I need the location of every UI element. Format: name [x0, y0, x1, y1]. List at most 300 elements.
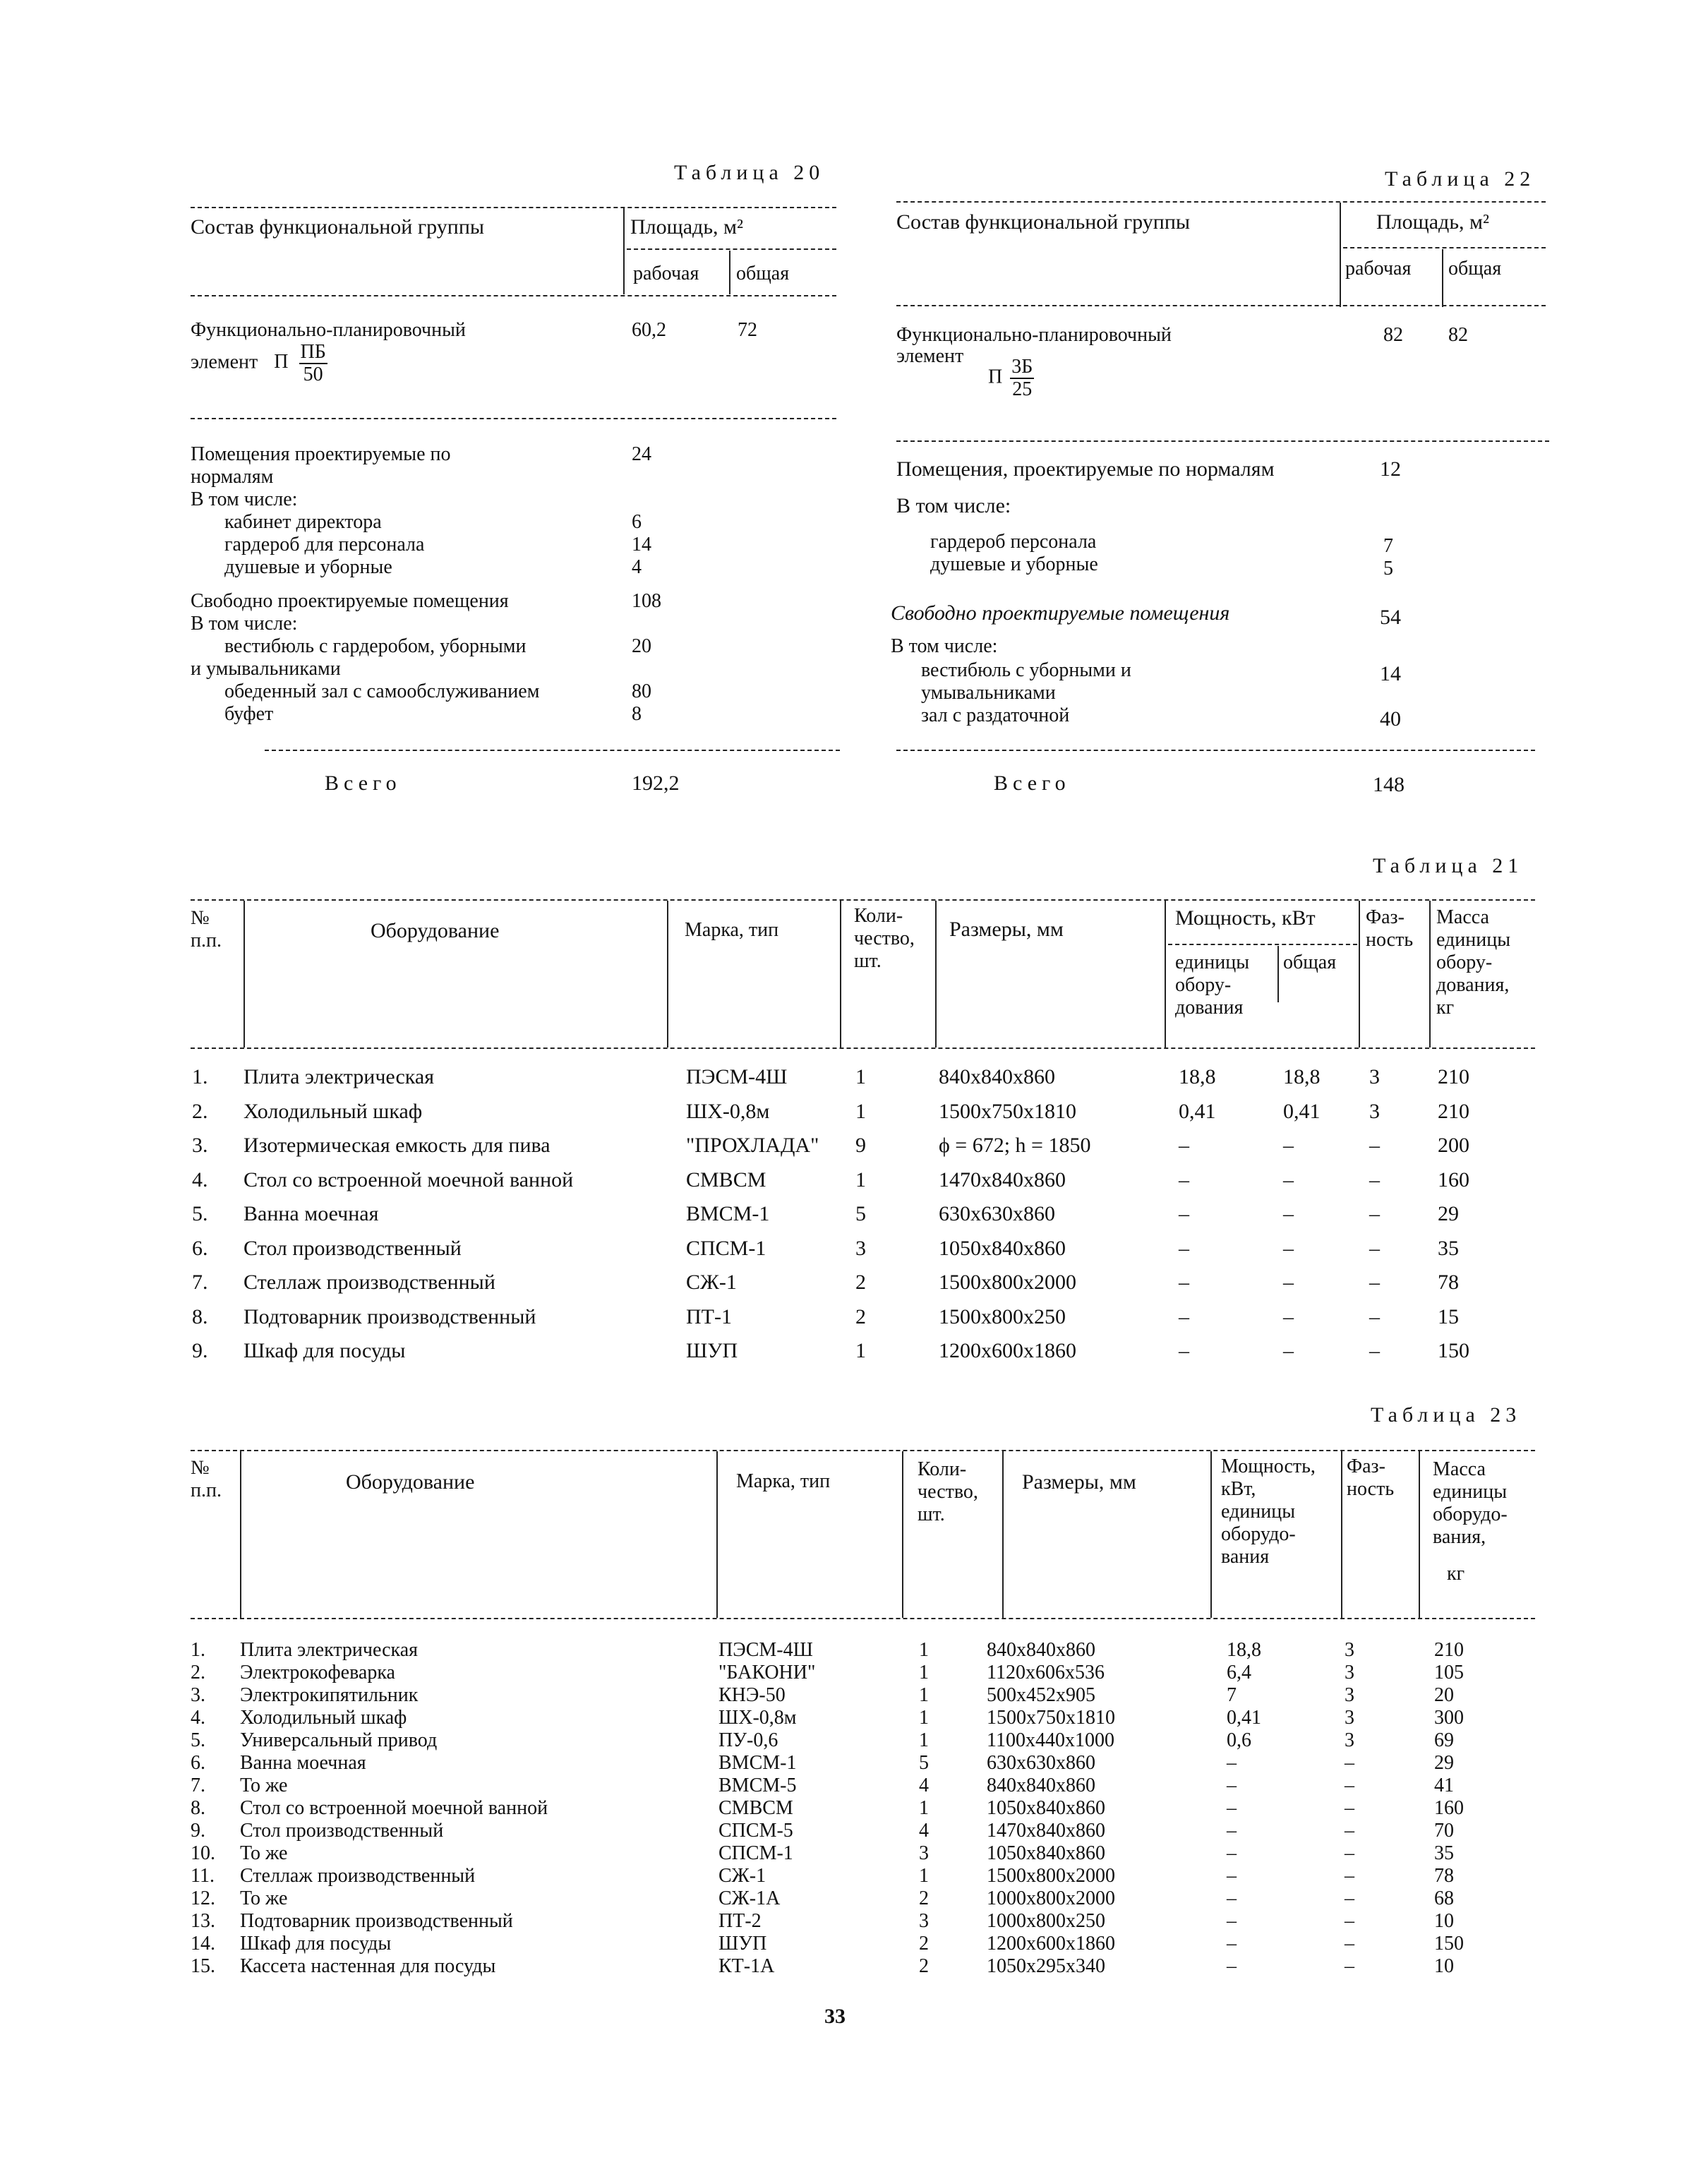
row-label: обеденный зал с самообслуживанием — [224, 680, 540, 702]
column-header: рабочая — [633, 263, 699, 284]
cell-power: – — [1227, 1910, 1237, 1932]
divider — [667, 901, 668, 1048]
cell-size: 500x452x905 — [987, 1684, 1095, 1706]
table-row — [0, 1232, 1708, 1266]
cell-power: – — [1227, 1775, 1237, 1796]
table-row — [0, 1684, 1708, 1707]
cell-size: 1500x800x2000 — [987, 1865, 1115, 1887]
cell-quantity: 1 — [855, 1339, 866, 1362]
row-label: умывальниками — [921, 682, 1056, 704]
cell-power-total: 18,8 — [1283, 1065, 1321, 1088]
column-header: Коли- — [854, 905, 903, 927]
row-label: Свободно проектируемые помещения — [191, 590, 509, 612]
cell-equipment: То же — [240, 1887, 288, 1909]
cell-brand: ПЭСМ-4Ш — [718, 1639, 813, 1661]
cell-brand: СПСМ-5 — [718, 1820, 793, 1842]
table-row — [0, 1300, 1708, 1334]
value: 82 — [1383, 324, 1403, 346]
cell-phase: – — [1345, 1955, 1354, 1977]
cell-mass: 200 — [1438, 1134, 1469, 1157]
cell-quantity: 4 — [919, 1775, 929, 1796]
column-header: обору- — [1175, 974, 1232, 996]
value: 20 — [632, 635, 651, 657]
cell-equipment: Универсальный привод — [240, 1729, 438, 1751]
cell-phase: – — [1345, 1752, 1354, 1774]
cell-mass: 160 — [1438, 1167, 1469, 1191]
cell-size: 1500x800x250 — [939, 1304, 1066, 1328]
cell-power: – — [1227, 1887, 1237, 1909]
row-label: В том числе: — [191, 488, 298, 510]
cell-equipment: Ванна моечная — [240, 1752, 366, 1774]
table-row — [0, 1955, 1708, 1978]
cell-size: 630x630x860 — [987, 1752, 1095, 1774]
column-header: обору- — [1436, 952, 1493, 973]
column-header: Мощность, кВт — [1175, 906, 1316, 930]
cell-mass: 15 — [1438, 1304, 1459, 1328]
column-header: кг — [1436, 997, 1455, 1019]
column-header: единицы — [1436, 929, 1511, 951]
cell-mass: 69 — [1434, 1729, 1454, 1751]
cell-brand: ВМСМ-5 — [718, 1775, 797, 1796]
cell-number: 14. — [191, 1933, 215, 1955]
cell-power: 6,4 — [1227, 1662, 1251, 1683]
row-label: кабинет директора — [224, 511, 382, 533]
cell-equipment: Подтоварник производственный — [240, 1910, 513, 1932]
column-header: Размеры, мм — [1022, 1470, 1136, 1494]
column-header: общая — [736, 263, 790, 284]
cell-brand: СМВСМ — [718, 1797, 793, 1819]
row-label: буфет — [224, 703, 274, 725]
cell-size: 1000x800x2000 — [987, 1887, 1115, 1909]
divider — [243, 901, 245, 1048]
row-label: В том числе: — [191, 613, 298, 635]
table-caption: Таблица 23 — [1371, 1403, 1522, 1427]
divider — [896, 305, 1546, 306]
row-label: зал с раздаточной — [921, 704, 1070, 726]
cell-power-unit: – — [1179, 1271, 1189, 1294]
cell-size: 1050x840x860 — [987, 1797, 1105, 1819]
cell-quantity: 1 — [919, 1662, 929, 1683]
cell-quantity: 2 — [855, 1271, 866, 1294]
row-label — [988, 356, 1034, 400]
cell-power-unit: – — [1179, 1134, 1189, 1157]
divider — [896, 750, 1535, 751]
value: 7 — [1383, 535, 1393, 557]
cell-phase: – — [1345, 1887, 1354, 1909]
column-header: ность — [1366, 929, 1414, 951]
cell-brand: ПТ-2 — [718, 1910, 762, 1932]
cell-quantity: 2 — [919, 1955, 929, 1977]
value: 54 — [1380, 606, 1401, 629]
cell-brand: ШУП — [718, 1933, 767, 1955]
divider — [896, 440, 1549, 442]
column-header: кг — [1447, 1563, 1465, 1585]
cell-mass: 105 — [1434, 1662, 1464, 1683]
table-row — [0, 1910, 1708, 1933]
cell-equipment: Стол производственный — [240, 1820, 444, 1842]
plan-element-fraction — [1010, 356, 1034, 400]
cell-brand: ШУП — [686, 1339, 738, 1362]
column-header: оборудо- — [1221, 1523, 1296, 1545]
cell-phase: – — [1345, 1797, 1354, 1819]
divider — [1002, 1451, 1004, 1618]
cell-number: 2. — [191, 1662, 205, 1683]
value: 108 — [632, 590, 661, 612]
cell-mass: 210 — [1438, 1099, 1469, 1123]
cell-mass: 35 — [1434, 1842, 1454, 1864]
cell-power: – — [1227, 1797, 1237, 1819]
cell-phase: – — [1369, 1167, 1380, 1191]
value: 4 — [632, 556, 642, 578]
table-row — [0, 1820, 1708, 1842]
cell-equipment: Стеллаж производственный — [240, 1865, 476, 1887]
cell-power-total: – — [1283, 1236, 1294, 1260]
cell-quantity: 1 — [919, 1684, 929, 1706]
column-header: кВт, — [1221, 1478, 1256, 1500]
cell-number: 2. — [192, 1099, 208, 1123]
table-row — [0, 1334, 1708, 1368]
column-header: ность — [1347, 1478, 1395, 1500]
cell-mass: 210 — [1438, 1065, 1469, 1088]
cell-brand: СЖ-1 — [718, 1865, 766, 1887]
divider — [240, 1451, 241, 1618]
cell-size: 840x840x860 — [939, 1065, 1055, 1088]
cell-phase: – — [1345, 1865, 1354, 1887]
cell-quantity: 1 — [919, 1865, 929, 1887]
column-header: единицы — [1175, 952, 1250, 973]
cell-brand: СПСМ-1 — [718, 1842, 793, 1864]
cell-quantity: 1 — [919, 1797, 929, 1819]
cell-number: 7. — [191, 1775, 205, 1796]
value: 5 — [1383, 558, 1393, 580]
cell-equipment: Плита электрическая — [240, 1639, 419, 1661]
cell-mass: 68 — [1434, 1887, 1454, 1909]
value: 24 — [632, 443, 651, 465]
column-header: Состав функциональной группы — [191, 215, 485, 239]
cell-equipment: То же — [240, 1775, 288, 1796]
cell-mass: 10 — [1434, 1955, 1454, 1977]
divider — [1340, 203, 1341, 307]
cell-phase: – — [1345, 1842, 1354, 1864]
divider — [1429, 901, 1431, 1048]
total-value: 148 — [1373, 773, 1405, 796]
table-row — [0, 1865, 1708, 1887]
cell-brand: "БАКОНИ" — [718, 1662, 816, 1683]
cell-phase: – — [1345, 1910, 1354, 1932]
fraction-numerator: 3Б — [1011, 356, 1033, 378]
column-header: Марка, тип — [736, 1470, 831, 1492]
table-row — [0, 1060, 1708, 1094]
row-label: душевые и уборные — [930, 553, 1098, 575]
cell-quantity: 2 — [919, 1933, 929, 1955]
column-header: вания, — [1433, 1526, 1486, 1548]
cell-power: – — [1227, 1955, 1237, 1977]
table-row — [0, 1129, 1708, 1163]
cell-power-total: – — [1283, 1167, 1294, 1191]
value: 12 — [1380, 457, 1401, 481]
cell-brand: СЖ-1А — [718, 1887, 781, 1909]
divider — [627, 248, 836, 250]
cell-power: – — [1227, 1752, 1237, 1774]
total-value: 192,2 — [632, 772, 680, 795]
value: 14 — [1380, 662, 1401, 685]
column-header: Марка, тип — [685, 919, 779, 941]
cell-phase: 3 — [1345, 1684, 1354, 1706]
cell-equipment: Стол со встроенной моечной ванной — [243, 1167, 574, 1191]
cell-equipment: Холодильный шкаф — [240, 1707, 407, 1729]
total-label: Всего — [325, 772, 402, 795]
fraction-denominator: 50 — [303, 364, 323, 385]
table-row — [0, 1662, 1708, 1684]
cell-size: 1000x800x250 — [987, 1910, 1105, 1932]
column-header: п.п. — [191, 930, 222, 952]
cell-brand: СПСМ-1 — [686, 1236, 766, 1260]
column-header: Мощность, — [1221, 1455, 1316, 1477]
row-label-text: элемент — [896, 345, 964, 367]
cell-mass: 20 — [1434, 1684, 1454, 1706]
cell-power: 0,41 — [1227, 1707, 1261, 1729]
column-header: чество, — [918, 1481, 978, 1503]
cell-quantity: 3 — [919, 1842, 929, 1864]
table-caption: Таблица 20 — [674, 161, 825, 184]
divider — [265, 750, 840, 751]
cell-quantity: 1 — [855, 1167, 866, 1191]
cell-equipment: Стол со встроенной моечной ванной — [240, 1797, 548, 1819]
column-header: Размеры, мм — [949, 918, 1064, 941]
cell-quantity: 1 — [919, 1639, 929, 1661]
cell-power-unit: – — [1179, 1167, 1189, 1191]
cell-number: 8. — [192, 1304, 208, 1328]
cell-number: 4. — [192, 1167, 208, 1191]
cell-equipment: То же — [240, 1842, 288, 1864]
table-row — [0, 1639, 1708, 1662]
cell-power-unit: – — [1179, 1304, 1189, 1328]
column-header: дования, — [1436, 974, 1510, 996]
column-header: шт. — [854, 950, 882, 972]
cell-mass: 78 — [1438, 1271, 1459, 1294]
cell-equipment: Кассета настенная для посуды — [240, 1955, 496, 1977]
cell-equipment: Электрокипятильник — [240, 1684, 419, 1706]
cell-number: 6. — [191, 1752, 205, 1774]
row-label: вестибюль с гардеробом, уборными — [224, 635, 527, 657]
table-row — [0, 1775, 1708, 1797]
table-row — [0, 1729, 1708, 1752]
column-header: № — [191, 1457, 210, 1479]
table-row — [0, 1707, 1708, 1729]
cell-phase: 3 — [1369, 1099, 1380, 1123]
cell-quantity: 4 — [919, 1820, 929, 1842]
cell-size: 840x840x860 — [987, 1639, 1095, 1661]
divider — [1341, 1451, 1342, 1618]
cell-number: 3. — [191, 1684, 205, 1706]
cell-size: 1100x440x1000 — [987, 1729, 1114, 1751]
divider — [1359, 901, 1360, 1048]
column-header: Фаз- — [1366, 906, 1405, 928]
column-header: оборудо- — [1433, 1503, 1508, 1525]
fraction-numerator: ПБ — [300, 341, 326, 363]
row-label: гардероб для персонала — [224, 534, 425, 556]
cell-size: 840x840x860 — [987, 1775, 1095, 1796]
column-header: единицы — [1221, 1501, 1296, 1523]
cell-equipment: Подтоварник производственный — [243, 1304, 536, 1328]
cell-quantity: 1 — [919, 1707, 929, 1729]
cell-equipment: Стеллаж производственный — [243, 1271, 495, 1294]
plan-element-fraction — [299, 342, 327, 385]
cell-size: 1050x295x340 — [987, 1955, 1105, 1977]
cell-size: 1120x606x536 — [987, 1662, 1105, 1683]
cell-mass: 78 — [1434, 1865, 1454, 1887]
column-header: общая — [1283, 952, 1337, 973]
cell-equipment: Ванна моечная — [243, 1202, 379, 1225]
cell-equipment: Стол производственный — [243, 1236, 462, 1260]
cell-brand: СМВСМ — [686, 1167, 766, 1191]
row-label-text: элемент — [191, 351, 258, 373]
table-row — [0, 1163, 1708, 1197]
column-header: п.п. — [191, 1479, 222, 1501]
row-label: В том числе: — [896, 494, 1011, 517]
cell-power: 0,6 — [1227, 1729, 1251, 1751]
cell-brand: СЖ-1 — [686, 1271, 737, 1294]
cell-power: – — [1227, 1842, 1237, 1864]
cell-number: 7. — [192, 1271, 208, 1294]
cell-mass: 300 — [1434, 1707, 1464, 1729]
cell-quantity: 1 — [919, 1729, 929, 1751]
cell-number: 5. — [191, 1729, 205, 1751]
column-header: общая — [1448, 258, 1502, 280]
row-label — [191, 342, 327, 385]
cell-brand: КТ-1А — [718, 1955, 775, 1977]
cell-power-total: – — [1283, 1202, 1294, 1225]
cell-power: – — [1227, 1865, 1237, 1887]
cell-phase: 3 — [1369, 1065, 1380, 1088]
cell-number: 9. — [191, 1820, 205, 1842]
cell-quantity: 2 — [919, 1887, 929, 1909]
cell-number: 3. — [192, 1134, 208, 1157]
cell-phase: – — [1369, 1271, 1380, 1294]
divider — [191, 1618, 1535, 1619]
value: 14 — [632, 534, 651, 556]
value: 8 — [632, 703, 642, 725]
divider — [716, 1451, 718, 1618]
cell-phase: 3 — [1345, 1639, 1354, 1661]
cell-size: 1200x600x1860 — [987, 1933, 1115, 1955]
cell-quantity: 1 — [855, 1065, 866, 1088]
cell-size: 1200x600x1860 — [939, 1339, 1076, 1362]
table-row — [0, 1933, 1708, 1955]
value: 80 — [632, 680, 651, 702]
cell-size: 1500x750x1810 — [987, 1707, 1115, 1729]
column-header: Масса — [1433, 1458, 1486, 1480]
cell-number: 11. — [191, 1865, 215, 1887]
cell-equipment: Шкаф для посуды — [240, 1933, 392, 1955]
cell-power-total: – — [1283, 1271, 1294, 1294]
column-header: Площадь, м² — [630, 215, 743, 239]
cell-size: 630x630x860 — [939, 1202, 1055, 1225]
divider — [191, 1048, 1535, 1049]
cell-number: 5. — [192, 1202, 208, 1225]
column-header: дования — [1175, 997, 1244, 1019]
row-label: и умывальниками — [191, 658, 341, 680]
divider — [1343, 247, 1546, 248]
cell-size: 1470x840x860 — [939, 1167, 1066, 1191]
cell-brand: КНЭ-50 — [718, 1684, 786, 1706]
divider — [191, 418, 836, 419]
divider — [191, 207, 836, 208]
cell-equipment: Электрокофеварка — [240, 1662, 395, 1683]
cell-size: ϕ = 672; h = 1850 — [939, 1134, 1091, 1157]
cell-quantity: 5 — [855, 1202, 866, 1225]
divider — [1419, 1451, 1420, 1618]
cell-power-total: – — [1283, 1339, 1294, 1362]
divider — [902, 1451, 903, 1618]
divider — [623, 208, 625, 294]
cell-power: – — [1227, 1933, 1237, 1955]
cell-power: – — [1227, 1820, 1237, 1842]
table-caption: Таблица 22 — [1385, 167, 1536, 191]
cell-brand: ПТ-1 — [686, 1304, 732, 1328]
cell-phase: – — [1345, 1775, 1354, 1796]
cell-number: 4. — [191, 1707, 205, 1729]
cell-quantity: 1 — [855, 1099, 866, 1123]
cell-mass: 35 — [1438, 1236, 1459, 1260]
cell-mass: 41 — [1434, 1775, 1454, 1796]
table-row — [0, 1197, 1708, 1231]
cell-brand: ШХ-0,8м — [718, 1707, 797, 1729]
cell-phase: – — [1369, 1339, 1380, 1362]
row-label: Свободно проектируемые помещения — [891, 601, 1230, 625]
divider — [191, 295, 836, 296]
cell-phase: 3 — [1345, 1729, 1354, 1751]
column-header: Оборудование — [371, 919, 500, 942]
cell-quantity: 2 — [855, 1304, 866, 1328]
divider — [935, 901, 937, 1048]
cell-mass: 29 — [1438, 1202, 1459, 1225]
table-row — [0, 1887, 1708, 1910]
cell-mass: 29 — [1434, 1752, 1454, 1774]
cell-mass: 70 — [1434, 1820, 1454, 1842]
cell-brand: "ПРОХЛАДА" — [686, 1134, 819, 1157]
cell-power-total: 0,41 — [1283, 1099, 1321, 1123]
row-label: В том числе: — [891, 635, 998, 657]
cell-size: 1050x840x860 — [939, 1236, 1066, 1260]
cell-quantity: 9 — [855, 1134, 866, 1157]
total-label: Всего — [994, 772, 1071, 795]
value: 60,2 — [632, 319, 666, 341]
cell-equipment: Изотермическая емкость для пива — [243, 1134, 551, 1157]
table-row — [0, 1752, 1708, 1775]
cell-phase: – — [1369, 1202, 1380, 1225]
cell-number: 12. — [191, 1887, 215, 1909]
cell-mass: 150 — [1434, 1933, 1464, 1955]
cell-number: 13. — [191, 1910, 215, 1932]
value: 72 — [738, 319, 757, 341]
column-header: вания — [1221, 1546, 1270, 1568]
value: 6 — [632, 511, 642, 533]
cell-quantity: 3 — [919, 1910, 929, 1932]
cell-power: 7 — [1227, 1684, 1237, 1706]
column-header: Оборудование — [346, 1470, 475, 1494]
cell-phase: 3 — [1345, 1707, 1354, 1729]
cell-brand: ПЭСМ-4Ш — [686, 1065, 788, 1088]
table-row — [0, 1842, 1708, 1865]
divider — [191, 899, 1535, 901]
column-header: шт. — [918, 1503, 945, 1525]
cell-phase: – — [1369, 1134, 1380, 1157]
cell-quantity: 5 — [919, 1752, 929, 1774]
table-caption: Таблица 21 — [1373, 854, 1524, 877]
column-header: Масса — [1436, 906, 1489, 928]
cell-brand: ВМСМ-1 — [686, 1202, 770, 1225]
